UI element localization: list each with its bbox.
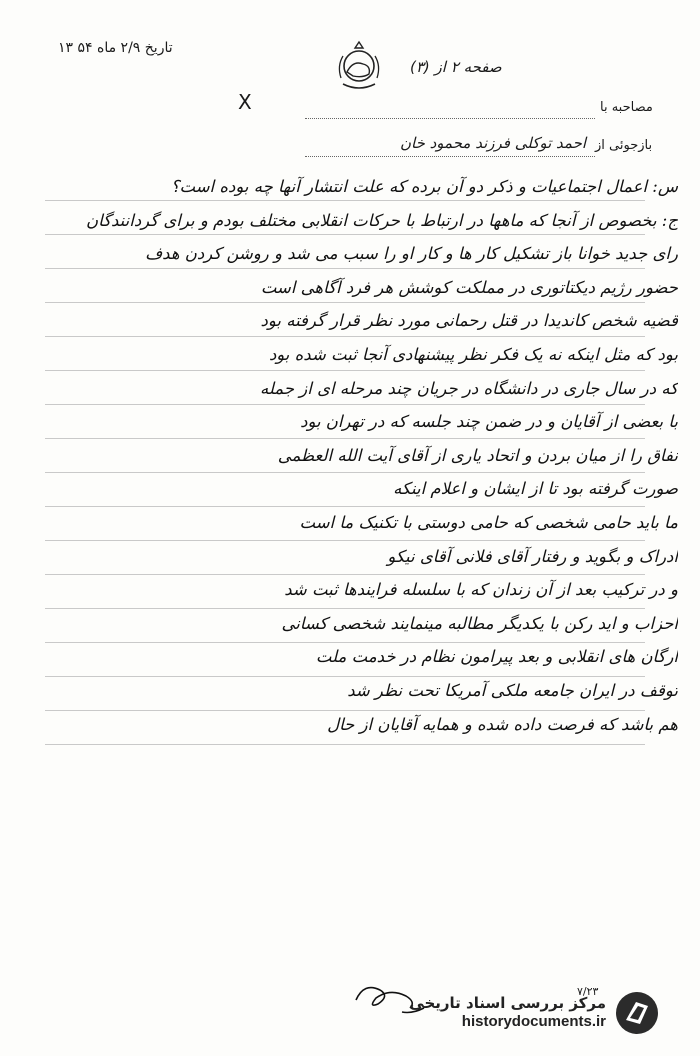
interview-line <box>305 118 595 119</box>
body-line: احزاب و اید رکن با یکدیگر مطالبه مینمایند شخصی کسانی <box>281 613 678 633</box>
body-line: س: اعمال اجتماعیات و ذکر دو آن برده که علت انتشار آنها چه بوده است؟ <box>170 177 678 196</box>
body-line: صورت گرفته بود تا از ایشان و اعلام اینکه <box>393 479 678 499</box>
archive-name: مرکز بررسی اسناد تاریخی <box>409 994 606 1013</box>
body-line: توقف در ایران جامعه ملکی آمریکا تحت نظر شد <box>347 680 678 700</box>
lion-and-sun-emblem <box>333 38 385 94</box>
margin-note: ۷/۲۳ <box>577 985 599 998</box>
interrogation-label: بازجوئی از <box>595 138 653 153</box>
watermark-text <box>409 994 606 1032</box>
interview-label: مصاحبه با <box>600 100 653 115</box>
body-line: هم باشد که فرصت داده شده و همایه آقایان از حال <box>327 714 678 734</box>
interrogation-line <box>305 156 595 157</box>
page-number-label: صفحه ۲ از (۳) <box>410 58 502 76</box>
date-line: تاریخ ۲/۹ ماه ۵۴ ۱۳ <box>58 40 173 56</box>
body-line: ادراک و بگوید و رفتار آقای فلانی آقای نیکو <box>387 546 678 566</box>
interrogation-value: احمد توکلی فرزند محمود خان <box>400 134 587 152</box>
body-line: قضیه شخص کاندیدا در قتل رحمانی مورد نظر قرار گرفته بود <box>260 311 678 331</box>
body-line: با بعضی از آقایان و در ضمن چند جلسه که در تهران بود <box>300 412 678 432</box>
body-line: و در ترکیب بعد از آن زندان که با سلسله فرایندها ثبت شد <box>284 580 678 600</box>
body-line: نفاق را از میان بردن و اتحاد یاری از آقای آیت الله العظمی <box>277 445 678 465</box>
stray-mark: X <box>238 90 252 114</box>
body-line: ما باید حامی شخصی که حامی دوستی با تکنیک ما است <box>299 512 678 532</box>
archive-site: historydocuments.ir <box>461 1013 606 1030</box>
ruled-line <box>45 744 645 745</box>
body-line: ج: بخصوص از آنجا که ماهها در ارتباط با حرکات انقلابی مختلف بودم و برای گردانندگان <box>86 210 678 230</box>
body-line: که در سال جاری در دانشگاه در جریان چند مرحله ای از جمله <box>260 378 678 398</box>
body-line: حضور رژیم دیکتاتوری در مملکت کوشش هر فرد آگاهی است <box>260 277 678 297</box>
archive-watermark <box>409 990 660 1036</box>
body-line: رای جدید خوانا باز تشکیل کار ها و کار او را سبب می شد و روشن کردن هدف <box>145 244 678 264</box>
archive-logo-icon <box>614 990 660 1036</box>
body-line: بود که مثل اینکه نه یک فکر نظر پیشنهادی آنجا ثبت شده بود <box>268 344 678 364</box>
body-line: ارگان های انقلابی و بعد پیرامون نظام در خدمت ملت <box>315 647 678 667</box>
handwritten-body <box>30 170 678 741</box>
